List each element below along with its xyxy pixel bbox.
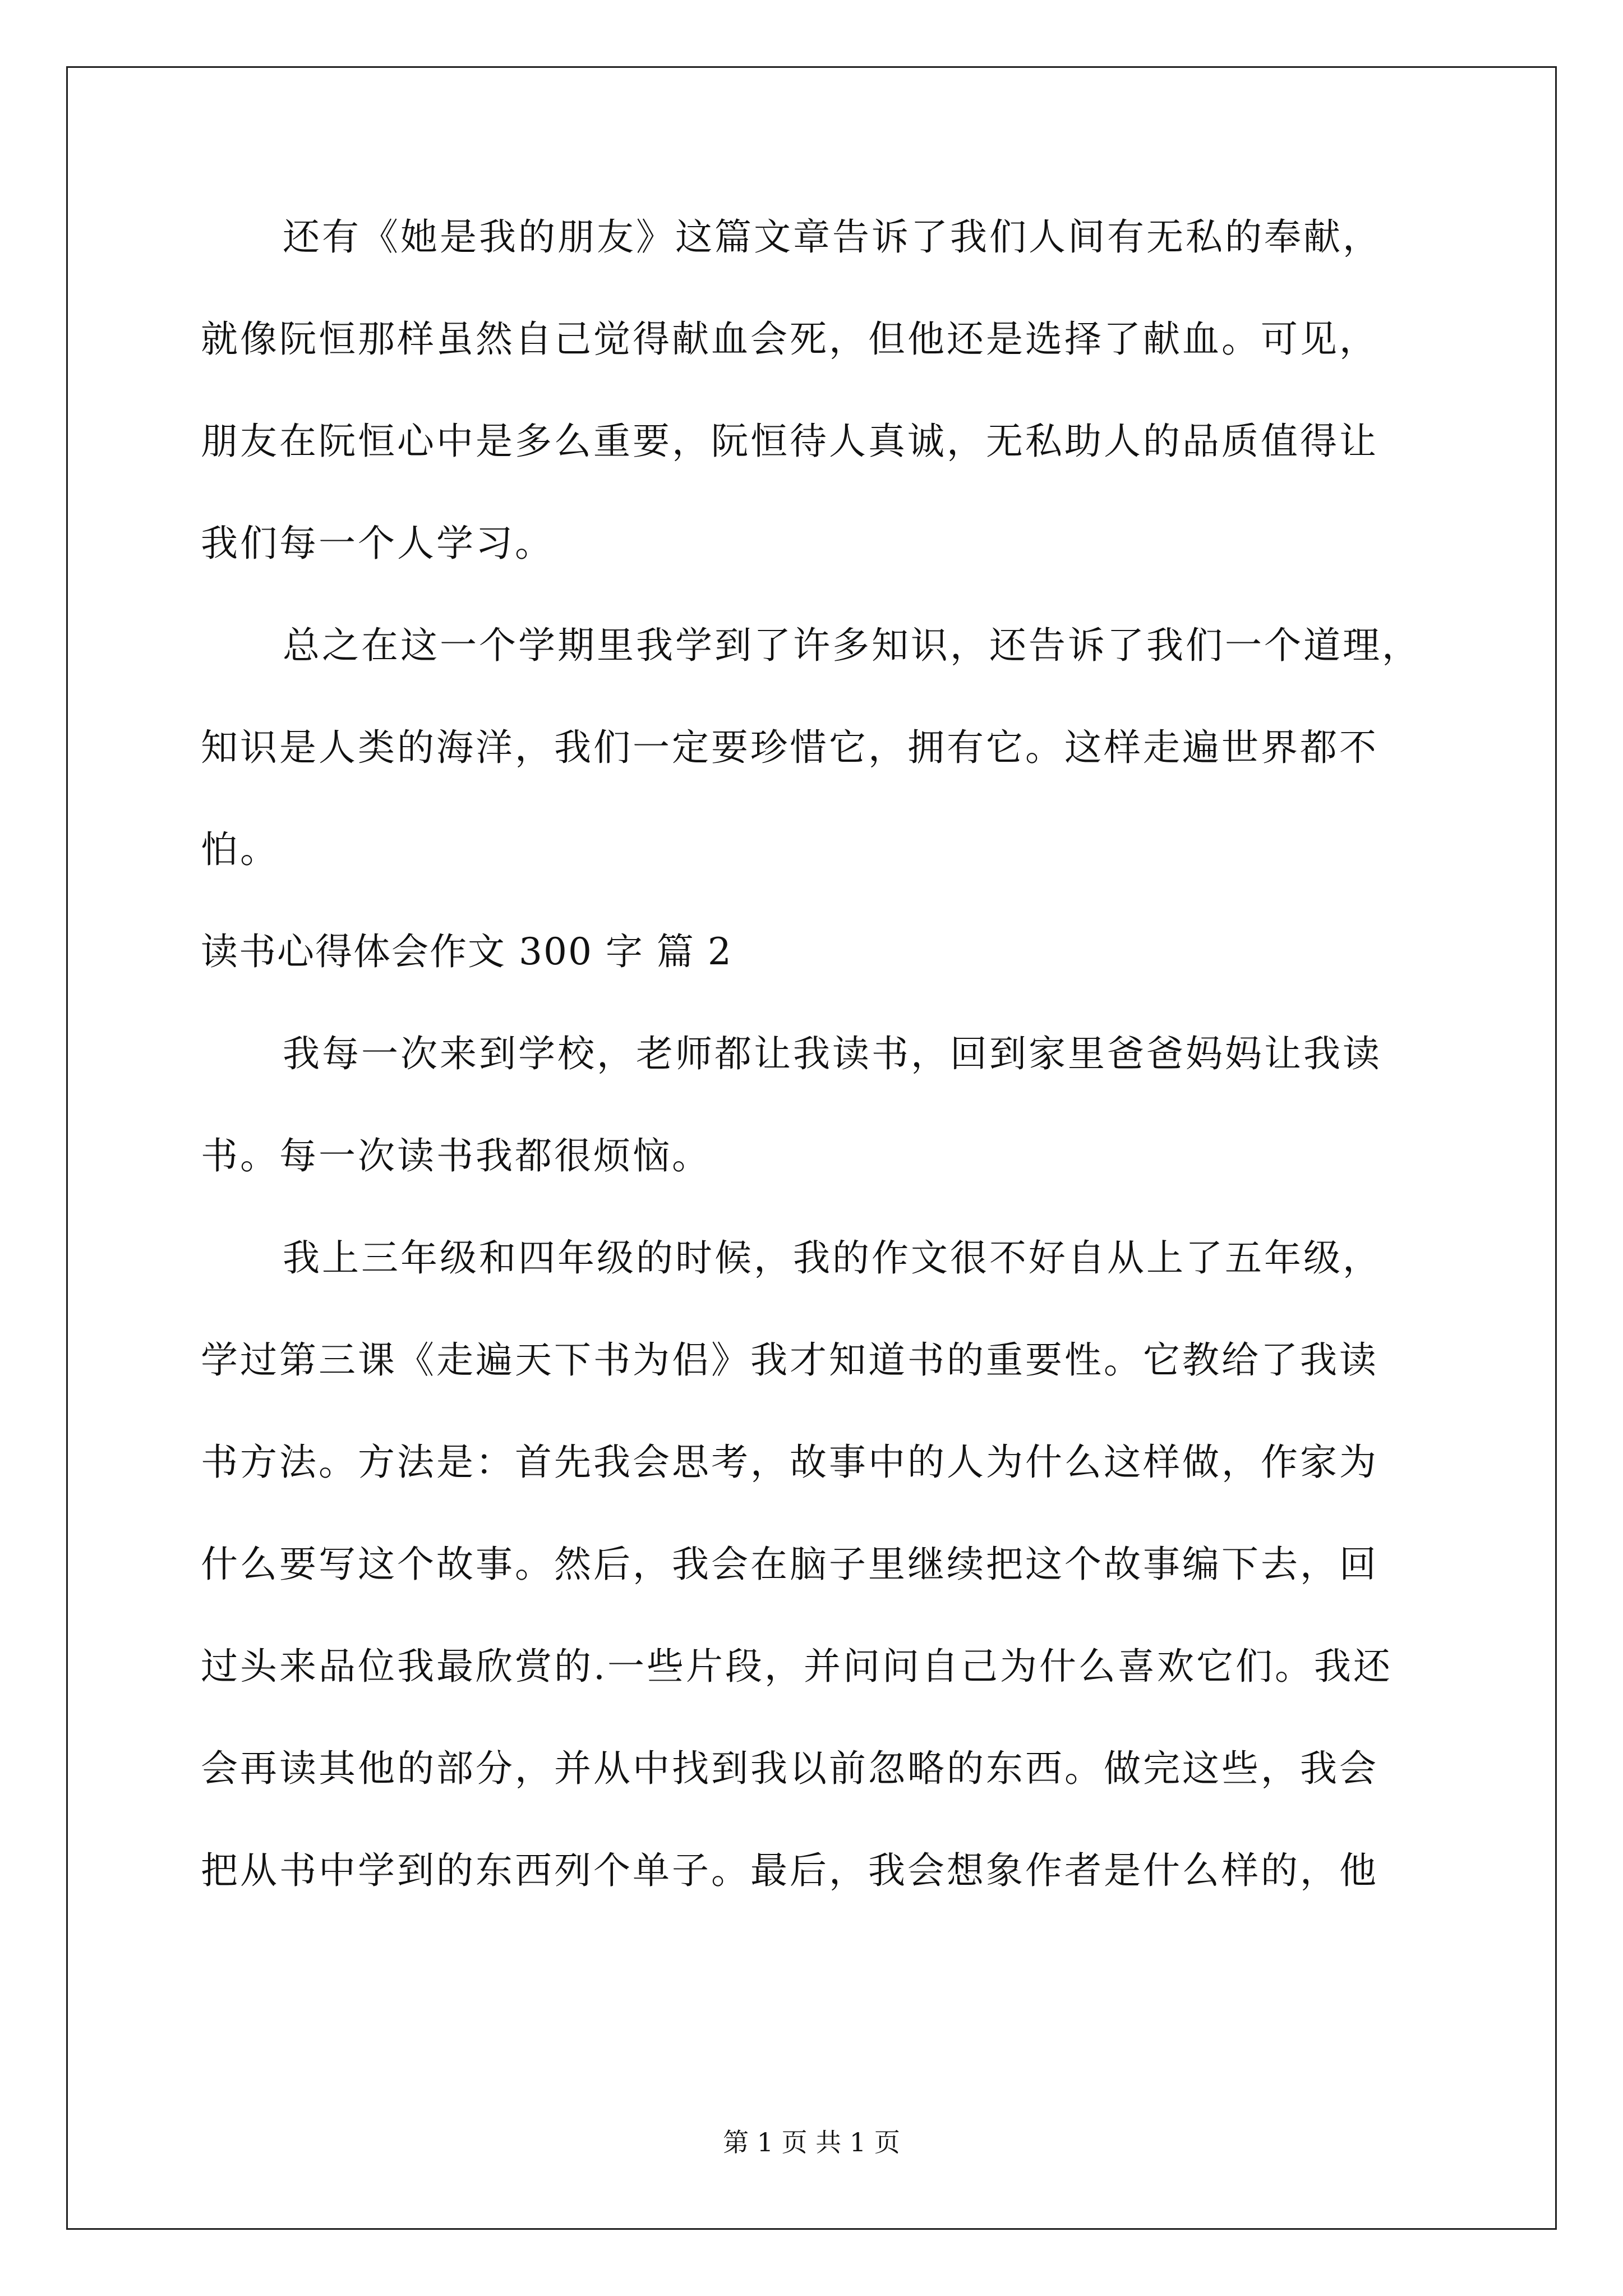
text-line: 什么要写这个故事。然后，我会在脑子里继续把这个故事编下去，回 xyxy=(201,1543,1378,1586)
text-line: 过头来品位我最欣赏的.一些片段，并问问自己为什么喜欢它们。我还 xyxy=(201,1645,1393,1688)
text-line: 朋友在阮恒心中是多么重要，阮恒待人真诚，无私助人的品质值得让 xyxy=(201,420,1378,463)
text-line: 我们每一个人学习。 xyxy=(201,522,554,565)
document-body xyxy=(201,215,1435,1954)
section-heading: 读书心得体会作文 300 字 篇 2 xyxy=(201,930,732,973)
text-line: 总之在这一个学期里我学到了许多知识，还告诉了我们一个道理， xyxy=(283,624,1421,667)
text-line: 学过第三课《走遍天下书为侣》我才知道书的重要性。它教给了我读 xyxy=(201,1338,1378,1382)
page-number: 第 1 页 共 1 页 xyxy=(723,2127,900,2157)
text-line: 我每一次来到学校，老师都让我读书，回到家里爸爸妈妈让我读 xyxy=(283,1032,1382,1075)
text-line: 书。每一次读书我都很烦恼。 xyxy=(201,1134,711,1177)
text-line: 还有《她是我的朋友》这篇文章告诉了我们人间有无私的奉献， xyxy=(283,215,1382,259)
text-line: 书方法。方法是：首先我会思考，故事中的人为什么这样做，作家为 xyxy=(201,1441,1378,1484)
text-line: 怕。 xyxy=(201,828,279,871)
text-line: 会再读其他的部分，并从中找到我以前忽略的东西。做完这些，我会 xyxy=(201,1747,1378,1790)
page-footer xyxy=(0,2129,1623,2155)
text-line: 把从书中学到的东西列个单子。最后，我会想象作者是什么样的，他 xyxy=(201,1849,1378,1892)
text-line: 我上三年级和四年级的时候，我的作文很不好自从上了五年级， xyxy=(283,1236,1382,1280)
text-line: 就像阮恒那样虽然自己觉得献血会死，但他还是选择了献血。可见， xyxy=(201,318,1378,361)
text-line: 知识是人类的海洋，我们一定要珍惜它，拥有它。这样走遍世界都不 xyxy=(201,726,1378,769)
